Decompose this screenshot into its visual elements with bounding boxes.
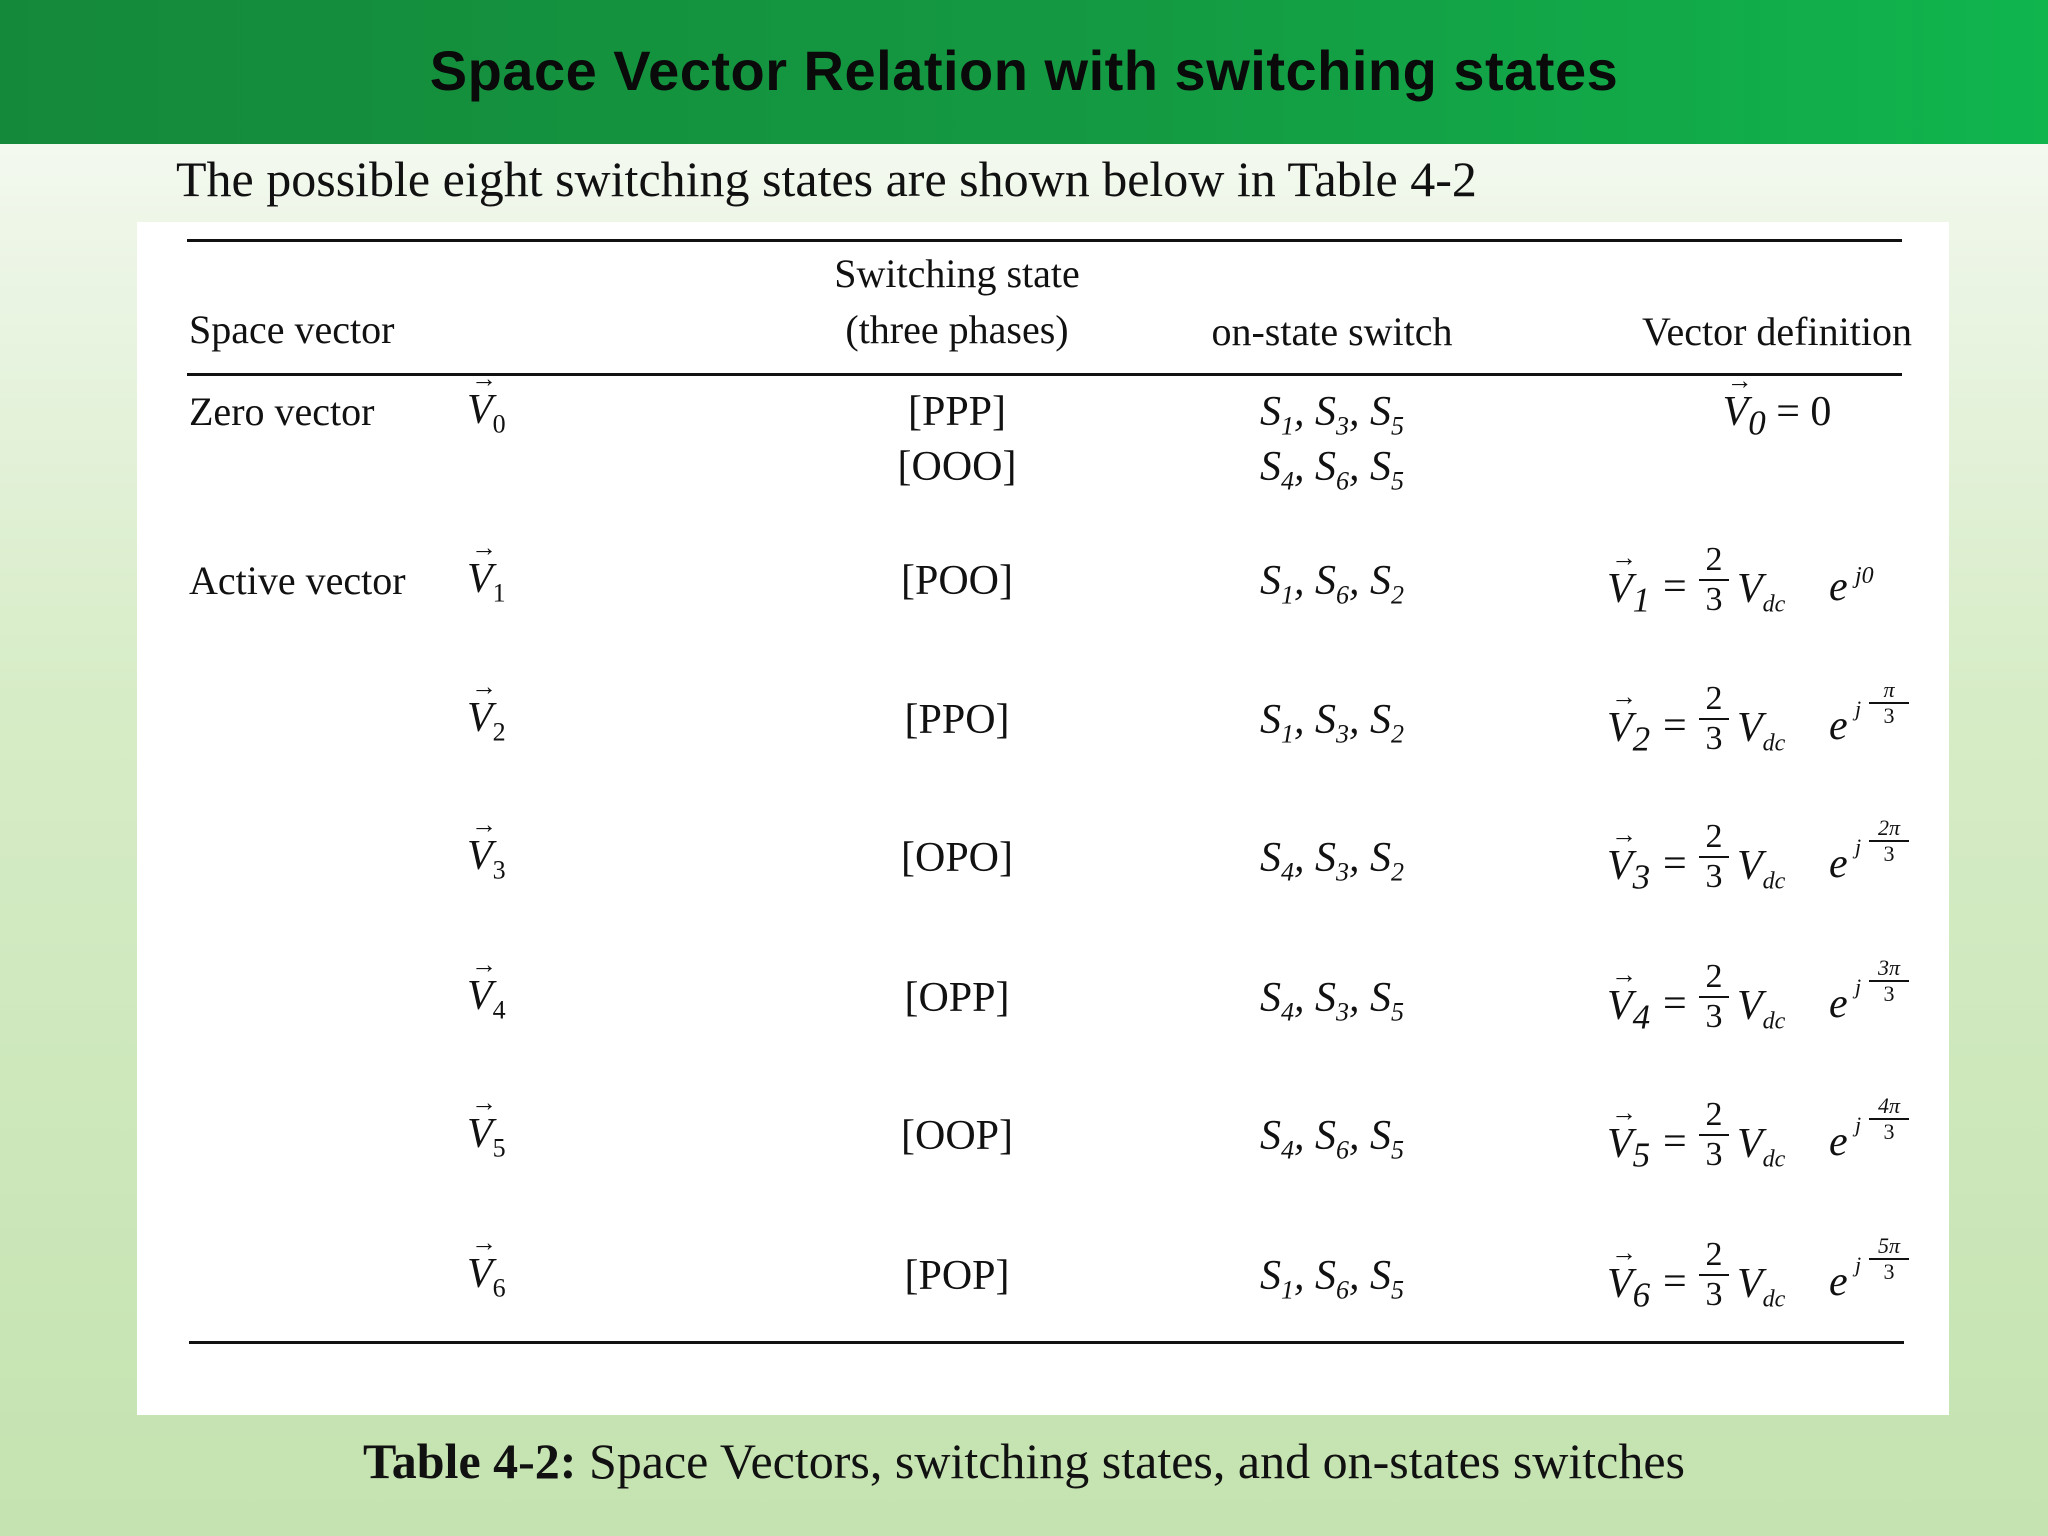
header-on-state-switch: on-state switch <box>1211 309 1453 354</box>
table-caption <box>0 1432 2048 1490</box>
caption-label: Table 4-2: <box>362 1433 577 1489</box>
vector-definition: → $V_5$ = 2 3 $V_{dc}$ e j 4π 3 <box>1507 1092 2047 1202</box>
vector-definition: → $V_6$ = 2 3 $V_{dc}$ e j 5π 3 <box>1507 1232 2047 1342</box>
switching-state: [PPP] <box>907 389 1007 435</box>
table-panel <box>137 222 1949 1415</box>
switching-state: [OOO] <box>897 444 1017 490</box>
header-switching-state-line2: (three phases) <box>845 307 1069 352</box>
switching-state: [PPO] <box>904 697 1010 743</box>
vector-symbol-v4: → $V_4$ <box>467 972 506 1025</box>
caption-text: Space Vectors, switching states, and on-states switches <box>576 1433 1686 1489</box>
on-state-switches: $S_4$, $S_3$, $S_5$ <box>1260 975 1404 1027</box>
header-vector-definition: Vector definition <box>1642 309 1912 354</box>
vector-definition: → $V_2$ = 2 3 $V_{dc}$ e j π 3 <box>1507 676 2047 786</box>
on-state-switches: $S_4$, $S_6$, $S_5$ <box>1260 1113 1404 1165</box>
group-zero-vector: Zero vector <box>189 389 375 434</box>
header-switching-state-line1: Switching state <box>834 251 1080 296</box>
header-space-vector: Space vector <box>189 307 395 352</box>
on-state-switches: $S_1$, $S_3$, $S_5$ <box>1260 389 1404 441</box>
vector-symbol-v0: → $V_0$ <box>467 386 506 439</box>
group-active-vector: Active vector <box>189 558 406 603</box>
vector-definition: → $V_1$ = 2 3 $V_{dc}$ e j0 <box>1507 537 2047 647</box>
vector-symbol-v2: → $V_2$ <box>467 694 506 747</box>
table-top-rule <box>187 239 1902 242</box>
on-state-switches: $S_4$, $S_6$, $S_5$ <box>1260 444 1404 496</box>
slide-title: Space Vector Relation with switching states <box>429 39 1619 102</box>
vector-symbol-v6: → $V_6$ <box>467 1250 506 1303</box>
switching-state: [POP] <box>904 1253 1010 1299</box>
switching-state: [OPO] <box>901 835 1013 881</box>
switching-state: [POO] <box>901 558 1013 604</box>
vector-symbol-v3: → $V_3$ <box>467 832 506 885</box>
on-state-switches: $S_1$, $S_6$, $S_5$ <box>1260 1253 1404 1305</box>
on-state-switches: $S_4$, $S_3$, $S_2$ <box>1260 835 1404 887</box>
slide-subtitle: The possible eight switching states are shown below in Table 4-2 <box>176 151 1477 207</box>
vector-definition: → $V_0 = 0$ <box>1507 368 2047 478</box>
vector-symbol-v1: → $V_1$ <box>467 555 506 608</box>
vector-definition: → $V_3$ = 2 3 $V_{dc}$ e j 2π 3 <box>1507 814 2047 924</box>
on-state-switches: $S_1$, $S_6$, $S_2$ <box>1260 558 1404 610</box>
on-state-switches: $S_1$, $S_3$, $S_2$ <box>1260 697 1404 749</box>
switching-state: [OPP] <box>904 975 1010 1021</box>
switching-state: [OOP] <box>901 1113 1013 1159</box>
vector-definition: → $V_4$ = 2 3 $V_{dc}$ e j 3π 3 <box>1507 954 2047 1064</box>
vector-symbol-v5: → $V_5$ <box>467 1110 506 1163</box>
